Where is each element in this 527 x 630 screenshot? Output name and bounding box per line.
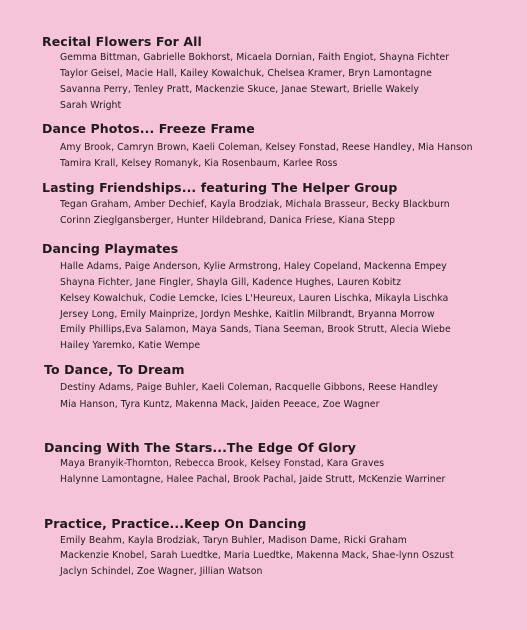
names-line: Amy Brook, Camryn Brown, Kaeli Coleman, Kelsey Fonstad, Reese Handley, Mia Hanson <box>60 142 473 153</box>
section-heading: Lasting Friendships... featuring The Helper Group <box>42 180 398 195</box>
names-line: Tamira Krall, Kelsey Romanyk, Kia Rosenbaum, Karlee Ross <box>60 158 338 169</box>
section-heading: Practice, Practice...Keep On Dancing <box>44 516 307 531</box>
names-line: Halynne Lamontagne, Halee Pachal, Brook Pachal, Jaide Strutt, McKenzie Warriner <box>60 474 446 485</box>
names-line: Savanna Perry, Tenley Pratt, Mackenzie Skuce, Janae Stewart, Brielle Wakely <box>60 84 419 95</box>
names-line: Mia Hanson, Tyra Kuntz, Makenna Mack, Jaiden Peeace, Zoe Wagner <box>60 399 380 410</box>
names-line: Jaclyn Schindel, Zoe Wagner, Jillian Watson <box>60 566 263 577</box>
names-line: Shayna Fichter, Jane Fingler, Shayla Gill, Kadence Hughes, Lauren Kobitz <box>60 277 402 288</box>
names-line: Corinn Zieglgansberger, Hunter Hildebrand, Danica Friese, Kiana Stepp <box>60 215 396 226</box>
names-line: Sarah Wright <box>60 100 122 111</box>
names-line: Jersey Long, Emily Mainprize, Jordyn Meshke, Kaitlin Milbrandt, Bryanna Morrow <box>60 309 435 320</box>
names-line: Kelsey Kowalchuk, Codie Lemcke, Icies L'Heureux, Lauren Lischka, Mikayla Lischka <box>60 293 449 304</box>
section-heading: Recital Flowers For All <box>42 34 202 49</box>
names-line: Mackenzie Knobel, Sarah Luedtke, Maria Luedtke, Makenna Mack, Shae-lynn Oszust <box>60 550 454 561</box>
section-heading: To Dance, To Dream <box>44 362 185 377</box>
names-line: Emily Beahm, Kayla Brodziak, Taryn Buhler, Madison Dame, Ricki Graham <box>60 535 407 546</box>
names-line: Emily Phillips,Eva Salamon, Maya Sands, Tiana Seeman, Brook Strutt, Alecia Wiebe <box>60 324 451 335</box>
section-heading: Dance Photos... Freeze Frame <box>42 121 255 136</box>
names-line: Hailey Yaremko, Katie Wempe <box>60 340 201 351</box>
names-line: Tegan Graham, Amber Dechief, Kayla Brodziak, Michala Brasseur, Becky Blackburn <box>60 199 450 210</box>
names-line: Gemma Bittman, Gabrielle Bokhorst, Micaela Dornian, Faith Engiot, Shayna Fichter <box>60 52 450 63</box>
section-heading: Dancing With The Stars...The Edge Of Glory <box>44 440 356 455</box>
names-line: Destiny Adams, Paige Buhler, Kaeli Coleman, Racquelle Gibbons, Reese Handley <box>60 382 439 393</box>
names-line: Maya Branyik-Thornton, Rebecca Brook, Kelsey Fonstad, Kara Graves <box>60 458 385 469</box>
names-line: Taylor Geisel, Macie Hall, Kailey Kowalchuk, Chelsea Kramer, Bryn Lamontagne <box>60 68 432 79</box>
names-line: Halle Adams, Paige Anderson, Kylie Armstrong, Haley Copeland, Mackenna Empey <box>60 261 447 272</box>
section-heading: Dancing Playmates <box>42 241 179 256</box>
